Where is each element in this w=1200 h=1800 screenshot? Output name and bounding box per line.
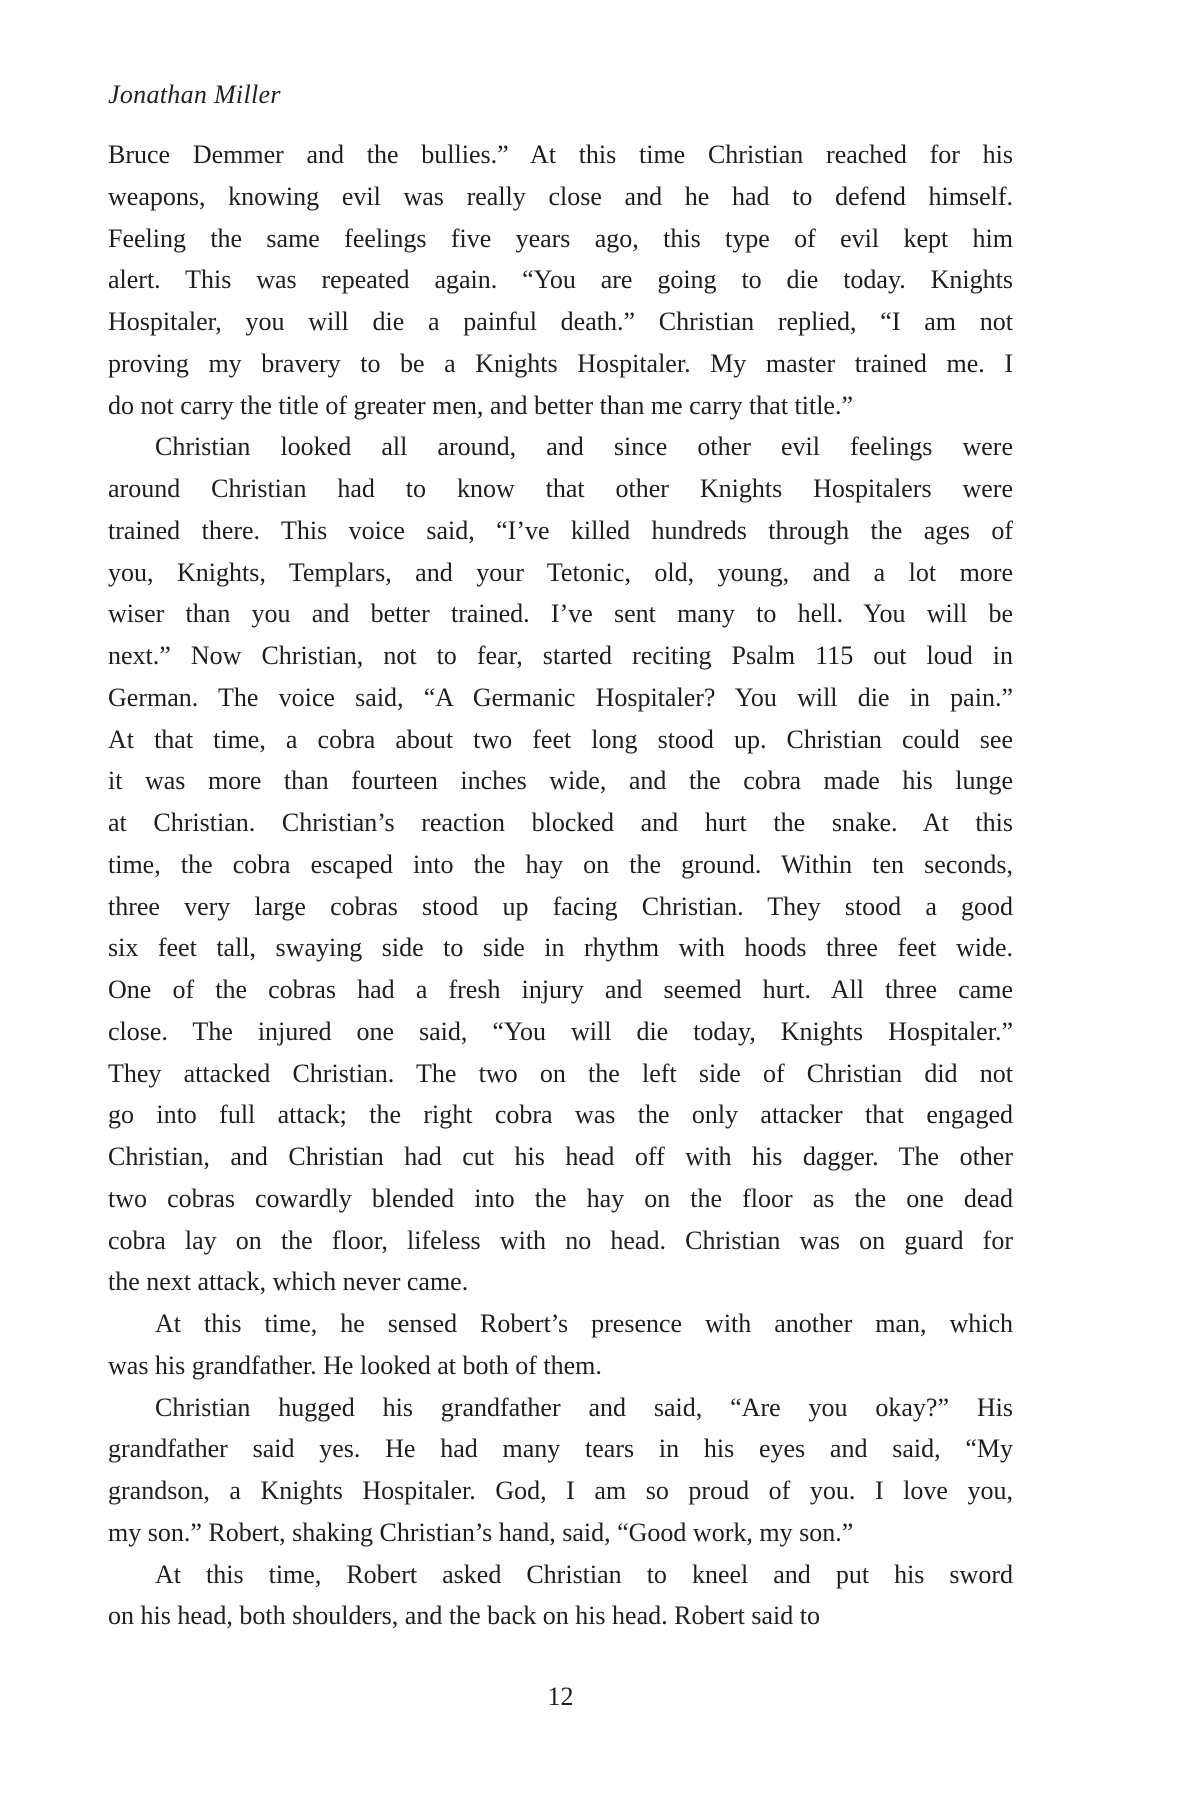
text-line: German. The voice said, “A Germanic Hospitaler? You will die in pain.” — [108, 682, 1013, 712]
text-line: three very large cobras stood up facing Christian. They stood a good — [108, 891, 1013, 921]
text-line: six feet tall, swaying side to side in rhythm with hoods three feet wide. — [108, 933, 1013, 963]
text-line: my son.” Robert, shaking Christian’s hand, said, “Good work, my son.” — [108, 1517, 854, 1547]
text-line: wiser than you and better trained. I’ve sent many to hell. You will be — [108, 599, 1013, 629]
page-number: 12 — [547, 1682, 574, 1711]
body-text — [108, 134, 1013, 1637]
text-line: They attacked Christian. The two on the left side of Christian did not — [108, 1058, 1013, 1088]
text-line: weapons, knowing evil was really close and he had to defend himself. — [108, 181, 1013, 211]
text-line: Christian hugged his grandfather and said, “Are you okay?” His — [155, 1392, 1013, 1422]
text-line: on his head, both shoulders, and the back on his head. Robert said to — [108, 1601, 820, 1631]
text-line: do not carry the title of greater men, and better than me carry that title.” — [108, 390, 854, 420]
text-line: Christian, and Christian had cut his head off with his dagger. The other — [108, 1142, 1013, 1171]
text-line: it was more than fourteen inches wide, and the cobra made his lunge — [108, 766, 1013, 796]
text-line: the next attack, which never came. — [108, 1267, 469, 1297]
text-line: At that time, a cobra about two feet long stood up. Christian could see — [108, 724, 1013, 754]
text-line: proving my bravery to be a Knights Hospitaler. My master trained me. I — [108, 348, 1013, 378]
text-line: Hospitaler, you will die a painful death.” Christian replied, “I am not — [108, 307, 1013, 336]
text-line: Feeling the same feelings five years ago, this type of evil kept him — [108, 223, 1013, 253]
text-line: alert. This was repeated again. “You are going to die today. Knights — [108, 265, 1013, 295]
text-line: was his grandfather. He looked at both of them. — [108, 1350, 602, 1380]
text-line: Christian looked all around, and since other evil feelings were — [155, 432, 1013, 462]
text-line: One of the cobras had a fresh injury and seemed hurt. All three came — [108, 975, 1013, 1004]
text-line: Bruce Demmer and the bullies.” At this time Christian reached for his — [108, 140, 1013, 169]
text-line: grandfather said yes. He had many tears in his eyes and said, “My — [108, 1434, 1013, 1464]
text-line: close. The injured one said, “You will die today, Knights Hospitaler.” — [108, 1016, 1013, 1046]
text-line: go into full attack; the right cobra was the only attacker that engaged — [108, 1100, 1013, 1130]
text-line: grandson, a Knights Hospitaler. God, I am so proud of you. I love you, — [108, 1476, 1013, 1505]
running-header-author: Jonathan Miller — [108, 80, 281, 109]
text-line: trained there. This voice said, “I’ve killed hundreds through the ages of — [108, 515, 1013, 545]
text-line: time, the cobra escaped into the hay on the ground. Within ten seconds, — [108, 849, 1013, 879]
text-line: At this time, he sensed Robert’s presence with another man, which — [155, 1309, 1013, 1338]
text-line: at Christian. Christian’s reaction blocked and hurt the snake. At this — [108, 808, 1013, 837]
text-line: At this time, Robert asked Christian to kneel and put his sword — [155, 1559, 1013, 1589]
text-line: you, Knights, Templars, and your Tetonic, old, young, and a lot more — [108, 557, 1013, 587]
text-line: cobra lay on the floor, lifeless with no head. Christian was on guard for — [108, 1225, 1013, 1255]
text-line: around Christian had to know that other Knights Hospitalers were — [108, 474, 1013, 503]
text-line: two cobras cowardly blended into the hay on the floor as the one dead — [108, 1183, 1013, 1213]
text-line: next.” Now Christian, not to fear, started reciting Psalm 115 out loud in — [108, 641, 1013, 670]
